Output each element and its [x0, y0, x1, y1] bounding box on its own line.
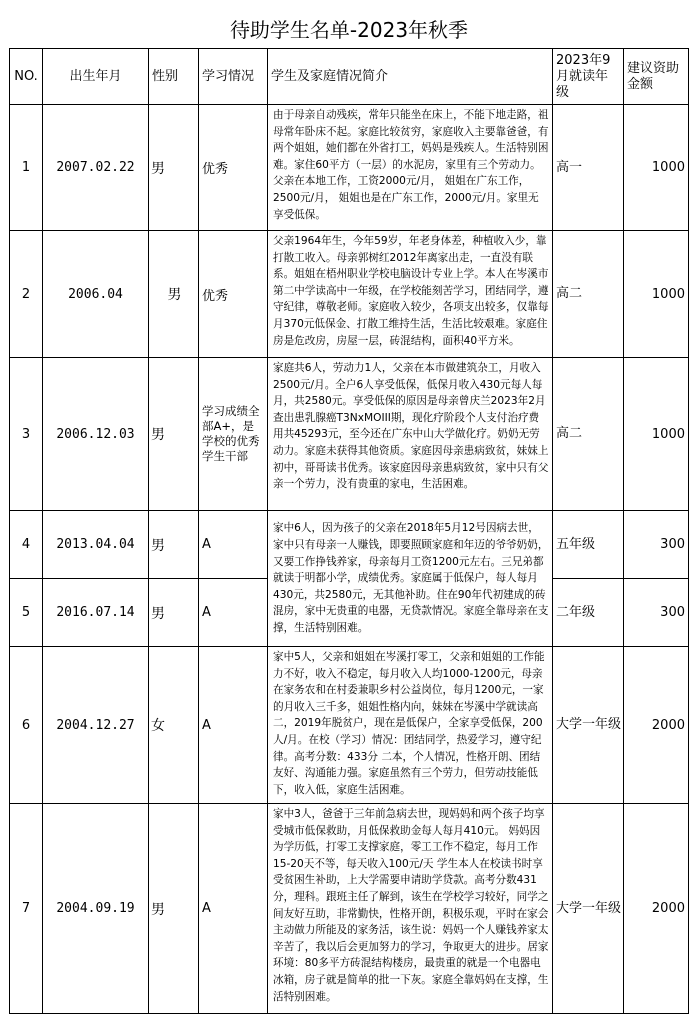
header-no: NO.: [10, 49, 43, 105]
page-title: 待助学生名单-2023年秋季: [229, 18, 469, 42]
row-sex: 男: [149, 105, 199, 231]
row-performance: 优秀: [199, 231, 268, 358]
row-description: 家中6人，因为孩子的父亲在2018年5月12号因病去世，家中只有母亲一人赚钱，即要照顾家庭和年迈的爷爷奶奶，又要工作挣钱养家，母亲每月工资1200元左右。三兄弟都就读于明都小学，成绩优秀。家庭属于低保户，每人每月430元，共2580元，无其他补助。住在90年代初建成的砖混房，家中无贵重的电器，无贷款情况。家庭全靠母亲在支撑，生活特别困难。: [268, 511, 553, 647]
header-description: 学生及家庭情况简介: [268, 49, 553, 105]
row-grade: 高二: [553, 231, 624, 358]
row-birth: 2007.02.22: [43, 105, 149, 231]
table-row: [10, 231, 689, 358]
row-no: 7: [10, 804, 43, 1014]
row-birth: 2004.12.27: [43, 647, 149, 804]
table-row: [10, 358, 689, 511]
row-description: 家中3人，爸爸于三年前急病去世，现妈妈和两个孩子均享受城市低保救助，月低保救助金每人每月410元。 妈妈因为学历低，打零工支撑家庭，零工工作不稳定，每月工作15-20天不等，每天收入100元/天 学生本人在校读书时享受贫困生补助，上大学需要申请助学贷款。高考分数431分，理科。跟班主任了解到，该生在学校学习较好，同学之间友好互助，非常勤快，性格开朗，积极乐观，平时在家会主动做力所能及的家务活，该生说：妈妈一个人赚钱养家太辛苦了，我以后会更加努力的学习，争取更大的进步。居家环境：80多平方砖混结构楼房，最贵重的就是一个电器电冰箱，房子就是简单的批一下灰。家庭全靠妈妈在支撑，生活特别困难。: [268, 804, 553, 1014]
row-sex: 女: [149, 647, 199, 804]
row-amount: 300: [624, 579, 689, 647]
row-no: 3: [10, 358, 43, 511]
row-amount: 1000: [624, 358, 689, 511]
row-sex: 男: [149, 511, 199, 579]
row-grade: 大学一年级: [553, 804, 624, 1014]
table-row: [10, 647, 689, 804]
row-grade: 高二: [553, 358, 624, 511]
row-grade: 高一: [553, 105, 624, 231]
student-table: [9, 48, 689, 1014]
row-no: 4: [10, 511, 43, 579]
row-amount: 2000: [624, 804, 689, 1014]
row-sex: 男: [149, 804, 199, 1014]
row-description: 由于母亲自动残疾，常年只能坐在床上，不能下地走路，祖母常年卧床不起。家庭比较贫穷，家庭收入主要靠爸爸，有两个姐姐，她们都在外省打工，妈妈是残疾人。生活特别困难。家住60平方（一层）的水泥房，家里有三个劳动力。 父亲在本地工作，工资2000元/月， 姐姐在广东工作，2500元/月， 姐姐也是在广东工作，2000元/月。家里无享受低保。: [268, 105, 553, 231]
row-birth: 2004.09.19: [43, 804, 149, 1014]
row-amount: 2000: [624, 647, 689, 804]
table-row: [10, 105, 689, 231]
row-description: 家庭共6人，劳动力1人，父亲在本市做建筑杂工，月收入2500元/月。全户6人享受低保，低保月收入430元每人每月，共2580元。享受低保的原因是母亲曾庆兰2023年2月查出患乳腺癌T3NxMOIII期，现化疗阶段个人支付治疗费用共45293元，至今还在广东中山大学做化疗。奶奶无劳动力。家庭未获得其他资质。家庭因母亲患病致贫，妹妹上初中，哥哥读书优秀。该家庭因母亲患病致贫，家中只有父亲一个劳力，没有贵重的家电，生活困难。: [268, 358, 553, 511]
row-amount: 1000: [624, 231, 689, 358]
row-grade: 大学一年级: [553, 647, 624, 804]
row-no: 5: [10, 579, 43, 647]
row-performance: A: [199, 511, 268, 579]
row-birth: 2006.12.03: [43, 358, 149, 511]
row-performance: A: [199, 804, 268, 1014]
header-birth: 出生年月: [43, 49, 149, 105]
row-birth: 2013.04.04: [43, 511, 149, 579]
header-performance: 学习情况: [199, 49, 268, 105]
header-row: [10, 49, 689, 105]
row-grade: 二年级: [553, 579, 624, 647]
row-no: 6: [10, 647, 43, 804]
row-description: 父亲1964年生，今年59岁，年老身体差，种植收入少，靠打散工收入。母亲郭树红2012年离家出走，一直没有联系。姐姐在梧州职业学校电脑设计专业上学。本人在岑溪市第二中学读高中一年级，在学校能刻苦学习，团结同学，遵守纪律，尊敬老师。家庭收入较少，各项支出较多，仅靠每月370元低保金、打散工维持生活，生活比较艰难。家庭住房是危改房，房屋一层，砖混结构，面积40平方米。: [268, 231, 553, 358]
header-grade: 2023年9月就读年级: [553, 49, 624, 105]
row-sex: 男: [149, 231, 199, 358]
row-performance: 优秀: [199, 105, 268, 231]
row-sex: 男: [149, 579, 199, 647]
row-birth: 2006.04: [43, 231, 149, 358]
row-grade: 五年级: [553, 511, 624, 579]
table-row: [10, 804, 689, 1014]
row-performance: A: [199, 579, 268, 647]
row-no: 2: [10, 231, 43, 358]
header-sex: 性别: [149, 49, 199, 105]
header-amount: 建议资助金额: [624, 49, 689, 105]
row-amount: 1000: [624, 105, 689, 231]
row-sex: 男: [149, 358, 199, 511]
row-amount: 300: [624, 511, 689, 579]
row-performance: 学习成绩全部A+，是学校的优秀学生干部: [199, 358, 268, 511]
row-birth: 2016.07.14: [43, 579, 149, 647]
row-description: 家中5人，父亲和姐姐在岑溪打零工，父亲和姐姐的工作能力不好，收入不稳定，每月收入人均1000-1200元，母亲在家务农和在村委兼职乡村公益岗位，每月1200元，一家的月收入三千多，姐姐性格内向，妹妹在岑溪中学就读高二，2019年脱贫户，现在是低保户，全家享受低保，200人/月。在校（学习）情况：团结同学，热爱学习，遵守纪律。高考分数：433分 二本，个人情况，性格开朗、团结友好、沟通能力强。家庭虽然有三个劳力，但劳动技能低下，收入低，家庭生活困难。: [268, 647, 553, 804]
row-no: 1: [10, 105, 43, 231]
table-row: [10, 511, 689, 579]
row-performance: A: [199, 647, 268, 804]
